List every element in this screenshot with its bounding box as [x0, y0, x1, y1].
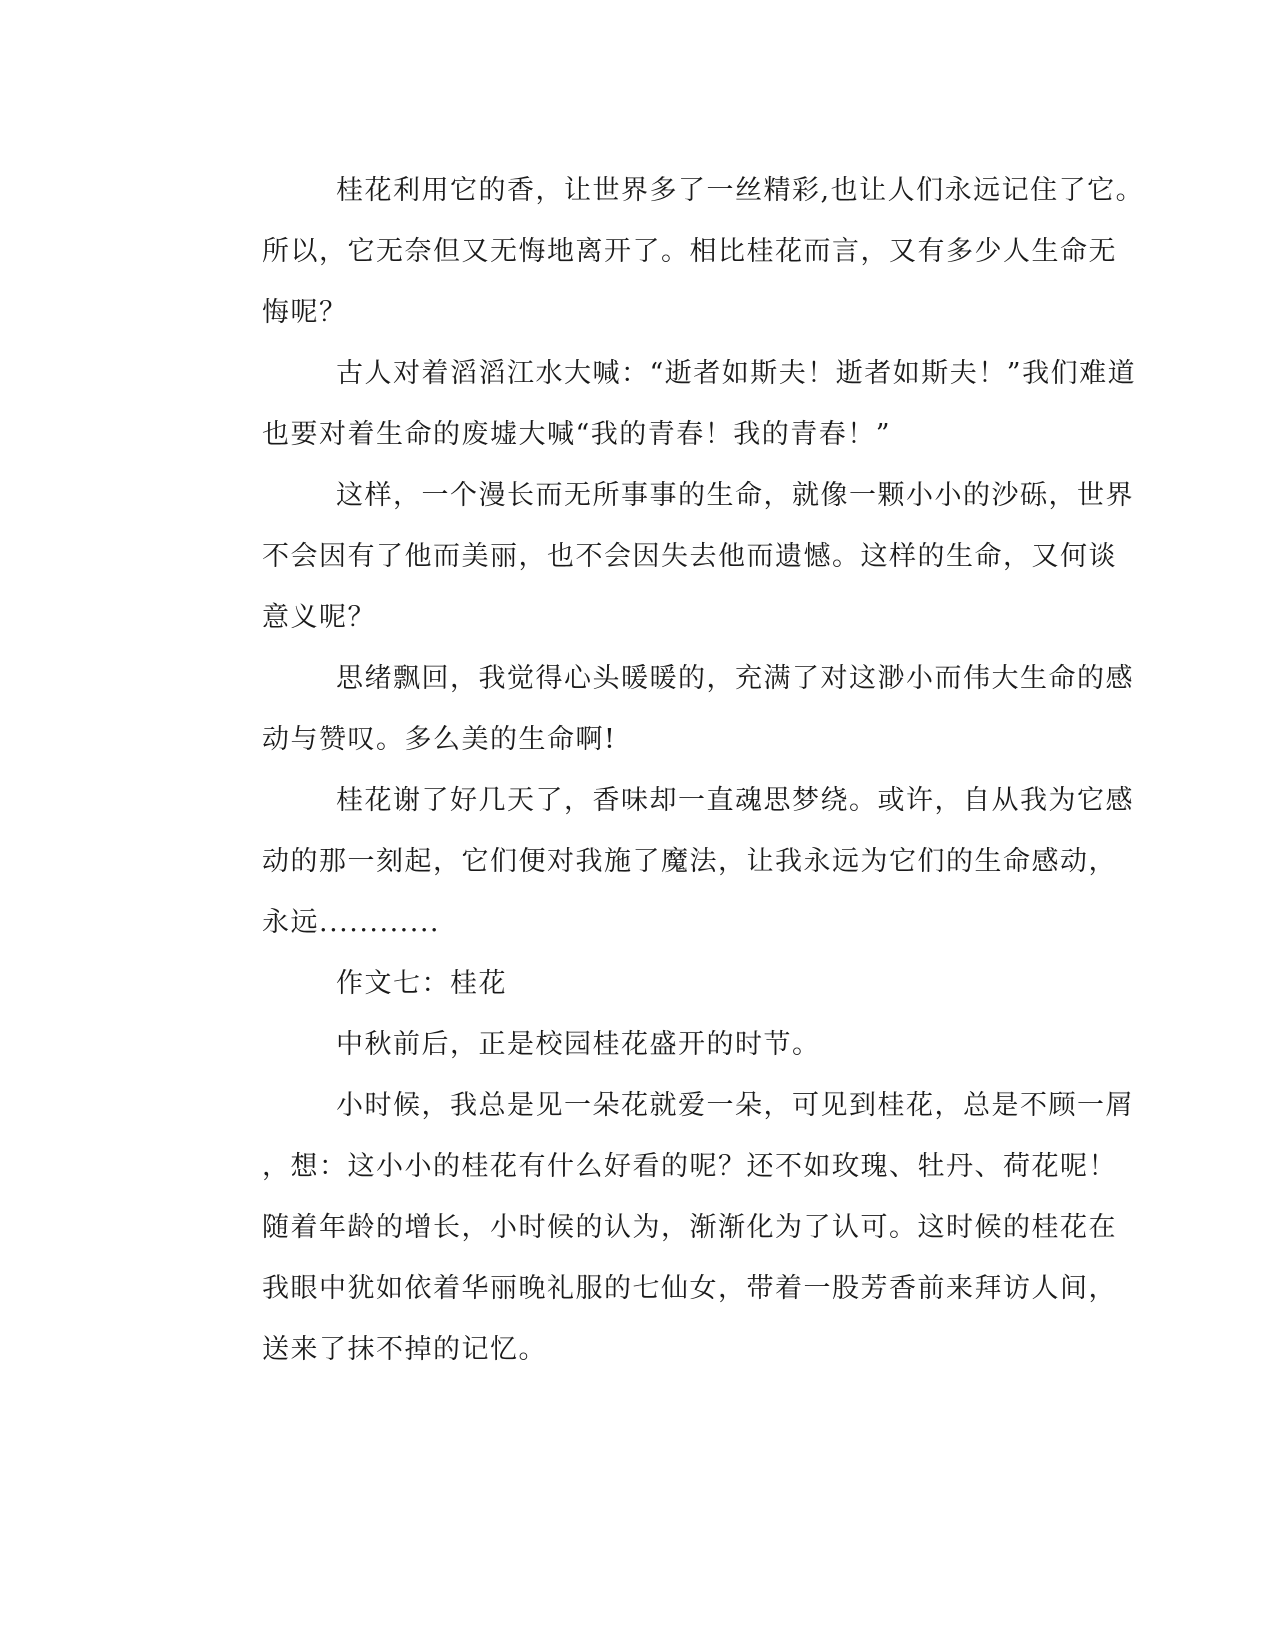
paragraph-ancient-cry: [188, 343, 1137, 465]
paragraph-osmanthus-withered: [188, 770, 1134, 953]
text-line: 也要对着生命的废墟大喊“我的青春！我的青春！”: [262, 419, 892, 450]
text-line: 随着年龄的增长，小时候的认为，渐渐化为了认可。这时候的桂花在: [262, 1212, 1117, 1243]
text-line: 古人对着滔滔江水大喊：“逝者如斯夫！逝者如斯夫！”我们难道: [336, 358, 1137, 389]
text-line: 动与赞叹。多么美的生命啊!: [262, 724, 617, 755]
text-line: 不会因有了他而美丽，也不会因失去他而遗憾。这样的生命，又何谈: [262, 541, 1117, 572]
text-line: 所以，它无奈但又无悔地离开了。相比桂花而言，又有多少人生命无: [262, 236, 1117, 267]
document-body: [188, 160, 1145, 1380]
section-heading-essay-seven: [188, 953, 1073, 1014]
paragraph-idle-life: [188, 465, 1134, 648]
section-title: 作文七：桂花: [336, 968, 507, 999]
text-line: 小时候，我总是见一朵花就爱一朵，可见到桂花，总是不顾一屑: [336, 1090, 1134, 1121]
text-line: 中秋前后，正是校园桂花盛开的时节。: [336, 1029, 821, 1060]
text-line: 悔呢？: [262, 297, 348, 328]
paragraph-thoughts-return: [188, 648, 1134, 770]
paragraph-osmanthus-fragrance: [188, 160, 1145, 343]
text-line: 思绪飘回，我觉得心头暖暖的，充满了对这渺小而伟大生命的感: [336, 663, 1134, 694]
text-line: ，想：这小小的桂花有什么好看的呢？还不如玫瑰、牡丹、荷花呢！: [262, 1151, 1117, 1182]
text-line: 这样，一个漫长而无所事事的生命，就像一颗小小的沙砾，世界: [336, 480, 1134, 511]
text-line: 永远............: [262, 907, 440, 938]
paragraph-mid-autumn: [188, 1014, 1073, 1075]
paragraph-childhood: [188, 1075, 1134, 1380]
text-line: 意义呢？: [262, 602, 376, 633]
text-line: 桂花利用它的香，让世界多了一丝精彩,也让人们永远记住了它。: [336, 175, 1145, 206]
text-line: 我眼中犹如依着华丽晚礼服的七仙女，带着一股芳香前来拜访人间，: [262, 1273, 1117, 1304]
text-line: 桂花谢了好几天了，香味却一直魂思梦绕。或许，自从我为它感: [336, 785, 1134, 816]
text-line: 送来了抹不掉的记忆。: [262, 1334, 547, 1365]
text-line: 动的那一刻起，它们便对我施了魔法，让我永远为它们的生命感动，: [262, 846, 1117, 877]
